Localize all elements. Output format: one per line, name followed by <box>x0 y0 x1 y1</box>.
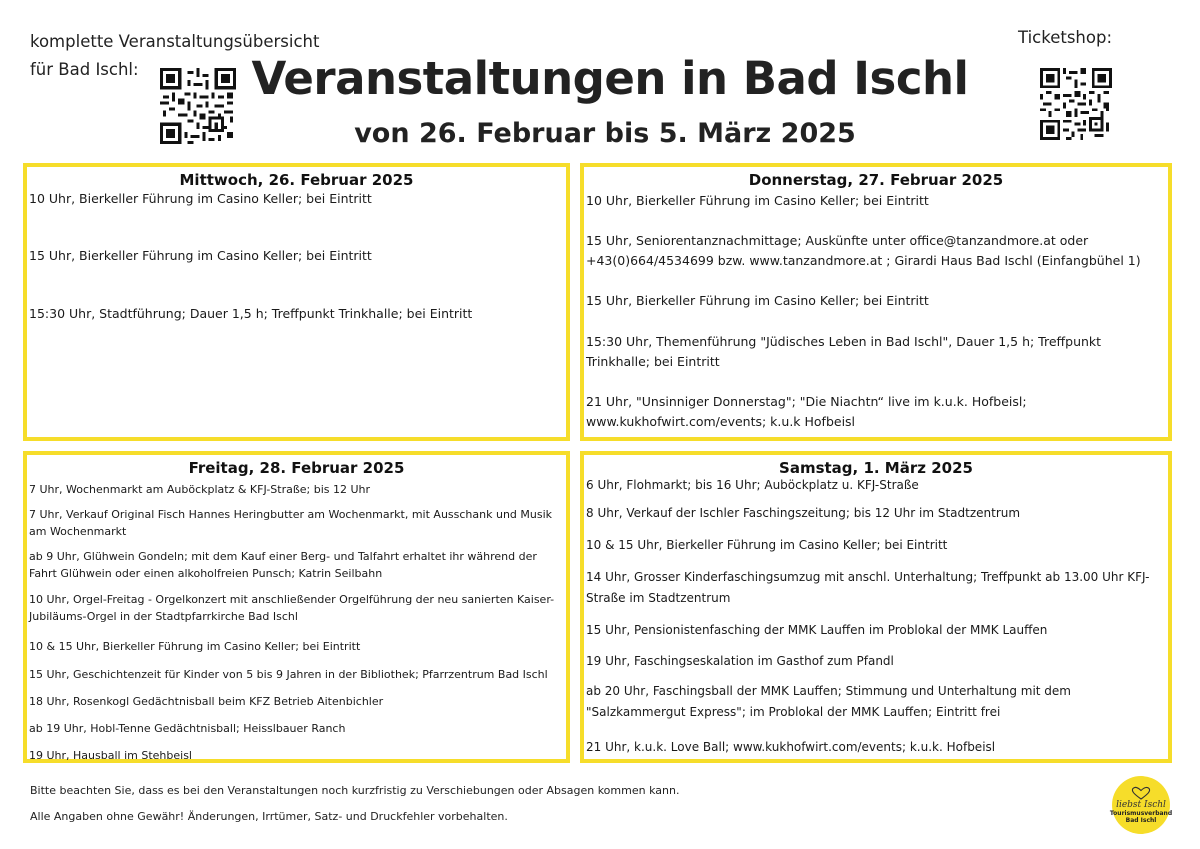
tourism-logo <box>1109 776 1173 834</box>
event-item: 15:30 Uhr, Themenführung "Jüdisches Leben in Bad Ischl", Dauer 1,5 h; Treffpunkt Trinkhalle; bei Eintritt <box>586 334 1102 369</box>
logo-org-line-1: Tourismusverband <box>1109 810 1173 817</box>
event-item: 10 Uhr, Bierkeller Führung im Casino Keller; bei Eintritt <box>586 193 929 208</box>
overview-line-2: für Bad Ischl: <box>30 60 139 79</box>
event-item: ab 20 Uhr, Faschingsball der MMK Lauffen; Stimmung und Unterhaltung mit dem "Salzkammergut Express"; im Problokal der MMK Lauffen; Eintritt frei <box>586 684 1071 719</box>
event-item: 18 Uhr, Rosenkogl Gedächtnisball beim KFZ Betrieb Aitenbichler <box>29 695 384 708</box>
event-item: 19 Uhr, Hausball im Stehbeisl <box>29 749 192 762</box>
day-box-friday <box>23 451 570 763</box>
ticketshop-label: Ticketshop: <box>1018 28 1112 47</box>
page-subtitle: von 26. Februar bis 5. März 2025 <box>354 118 856 149</box>
event-item: ab 19 Uhr, Hobl-Tenne Gedächtnisball; Heisslbauer Ranch <box>29 722 346 735</box>
event-item: ab 9 Uhr, Glühwein Gondeln; mit dem Kauf einer Berg- und Talfahrt erhaltet ihr während der Fahrt Glühwein oder einen alkoholfreien Punsch; Katrin Seilbahn <box>29 550 537 580</box>
day-box-saturday <box>580 451 1172 763</box>
event-item: 15:30 Uhr, Stadtführung; Dauer 1,5 h; Treffpunkt Trinkhalle; bei Eintritt <box>29 306 473 321</box>
event-item: 7 Uhr, Wochenmarkt am Auböckplatz & KFJ-Straße; bis 12 Uhr <box>29 483 371 496</box>
disclaimer-note-2: Alle Angaben ohne Gewähr! Änderungen, Irrtümer, Satz- und Druckfehler vorbehalten. <box>30 810 508 823</box>
logo-script-text: liebst Ischl <box>1116 800 1166 810</box>
logo-org-line-2: Bad Ischl <box>1125 817 1157 824</box>
page-title: Veranstaltungen in Bad Ischl <box>251 52 969 105</box>
day-title-wednesday: Mittwoch, 26. Februar 2025 <box>179 171 414 189</box>
event-item: 10 & 15 Uhr, Bierkeller Führung im Casino Keller; bei Eintritt <box>586 538 948 552</box>
event-item: 15 Uhr, Seniorentanznachmittage; Auskünfte unter office@tanzandmore.at oder +43(0)664/4534699 bzw. www.tanzandmore.at ; Girardi Haus Bad Ischl (Einfangbühel 1) <box>586 233 1141 268</box>
event-item: 15 Uhr, Bierkeller Führung im Casino Keller; bei Eintritt <box>29 248 372 263</box>
event-item: 21 Uhr, k.u.k. Love Ball; www.kukhofwirt.com/events; k.u.k. Hofbeisl <box>586 740 996 754</box>
event-item: 15 Uhr, Pensionistenfasching der MMK Lauffen im Problokal der MMK Lauffen <box>586 623 1048 637</box>
day-title-thursday: Donnerstag, 27. Februar 2025 <box>748 171 1004 189</box>
event-item: 10 & 15 Uhr, Bierkeller Führung im Casino Keller; bei Eintritt <box>29 640 361 653</box>
event-item: 21 Uhr, "Unsinniger Donnerstag"; "Die Niachtn“ live im k.u.k. Hofbeisl; www.kukhofwirt.com/events; k.u.k Hofbeisl <box>586 394 1027 429</box>
overview-line-1: komplette Veranstaltungsübersicht <box>30 32 320 51</box>
event-item: 10 Uhr, Orgel-Freitag - Orgelkonzert mit anschließender Orgelführung der neu sanierten Kaiser-Jubiläums-Orgel in der Stadtpfarrkirche Bad Ischl <box>29 593 555 623</box>
event-item: 19 Uhr, Faschingseskalation im Gasthof zum Pfandl <box>586 654 894 668</box>
event-item: 10 Uhr, Bierkeller Führung im Casino Keller; bei Eintritt <box>29 191 372 206</box>
day-title-friday: Freitag, 28. Februar 2025 <box>188 459 405 477</box>
disclaimer-note-1: Bitte beachten Sie, dass es bei den Veranstaltungen noch kurzfristig zu Verschiebungen oder Absagen kommen kann. <box>30 784 680 797</box>
heart-icon <box>1130 786 1152 800</box>
day-box-wednesday <box>23 163 570 441</box>
event-item: 14 Uhr, Grosser Kinderfaschingsumzug mit anschl. Unterhaltung; Treffpunkt ab 13.00 Uhr KFJ-Straße im Stadtzentrum <box>586 570 1150 605</box>
event-item: 8 Uhr, Verkauf der Ischler Faschingszeitung; bis 12 Uhr im Stadtzentrum <box>586 506 1021 520</box>
event-item: 15 Uhr, Bierkeller Führung im Casino Keller; bei Eintritt <box>586 293 929 308</box>
day-box-thursday <box>580 163 1172 441</box>
event-item: 7 Uhr, Verkauf Original Fisch Hannes Heringbutter am Wochenmarkt, mit Ausschank und Musik am Wochenmarkt <box>29 508 553 538</box>
event-item: 15 Uhr, Geschichtenzeit für Kinder von 5 bis 9 Jahren in der Bibliothek; Pfarrzentrum Bad Ischl <box>29 668 548 681</box>
event-item: 6 Uhr, Flohmarkt; bis 16 Uhr; Auböckplatz u. KFJ-Straße <box>586 478 919 492</box>
qr-code-ticketshop[interactable] <box>1040 68 1112 140</box>
day-title-saturday: Samstag, 1. März 2025 <box>779 459 973 477</box>
